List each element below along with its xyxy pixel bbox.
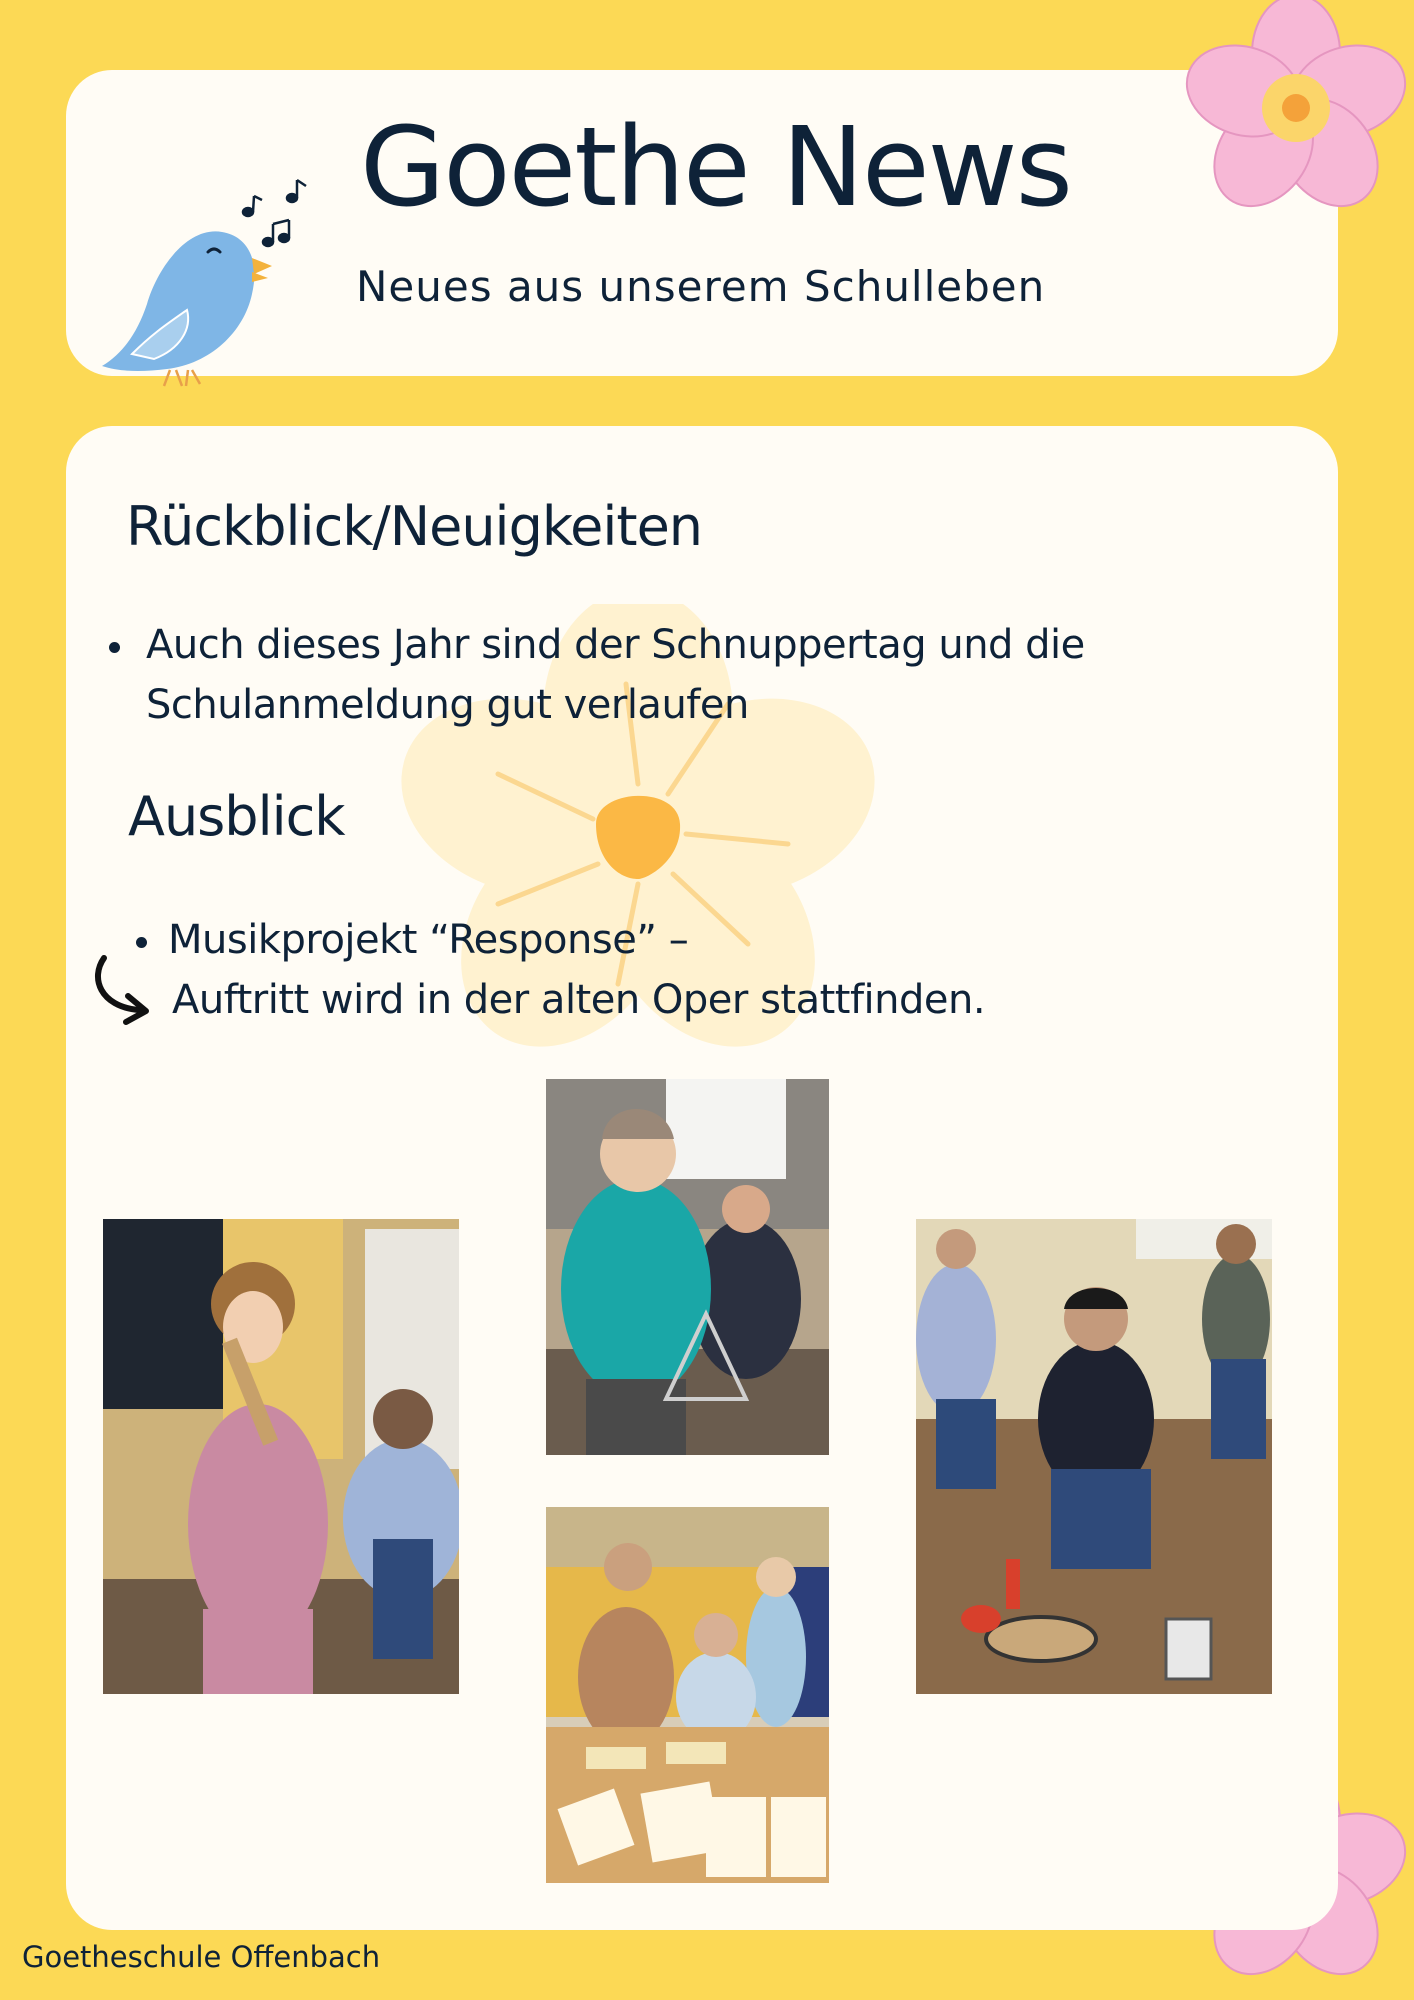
page-subtitle: Neues aus unserem Schulleben: [356, 262, 1046, 311]
bullet-dot: [109, 642, 120, 653]
photo-boy-triangle: [546, 1079, 829, 1455]
music-notes-icon: [240, 176, 312, 252]
flower-icon: [1180, 0, 1412, 218]
curved-arrow-icon: [88, 954, 160, 1028]
footer-school-name: Goetheschule Offenbach: [22, 1940, 381, 1974]
photo-girl-flute: [103, 1219, 459, 1694]
review-item-line: Auch dieses Jahr sind der Schnuppertag und die: [146, 622, 1085, 668]
outlook-item-line: Auftritt wird in der alten Oper stattfinden.: [172, 977, 986, 1023]
review-item-line: Schulanmeldung gut verlaufen: [146, 682, 749, 728]
page-title: Goethe News: [360, 103, 1071, 231]
section-heading-outlook: Ausblick: [128, 785, 345, 848]
section-heading-review: Rückblick/Neuigkeiten: [126, 495, 703, 558]
outlook-item-line: Musikprojekt “Response” –: [168, 917, 689, 963]
photo-boy-drums: [916, 1219, 1272, 1694]
photo-children-cards: [546, 1507, 829, 1883]
bullet-dot: [136, 937, 147, 948]
